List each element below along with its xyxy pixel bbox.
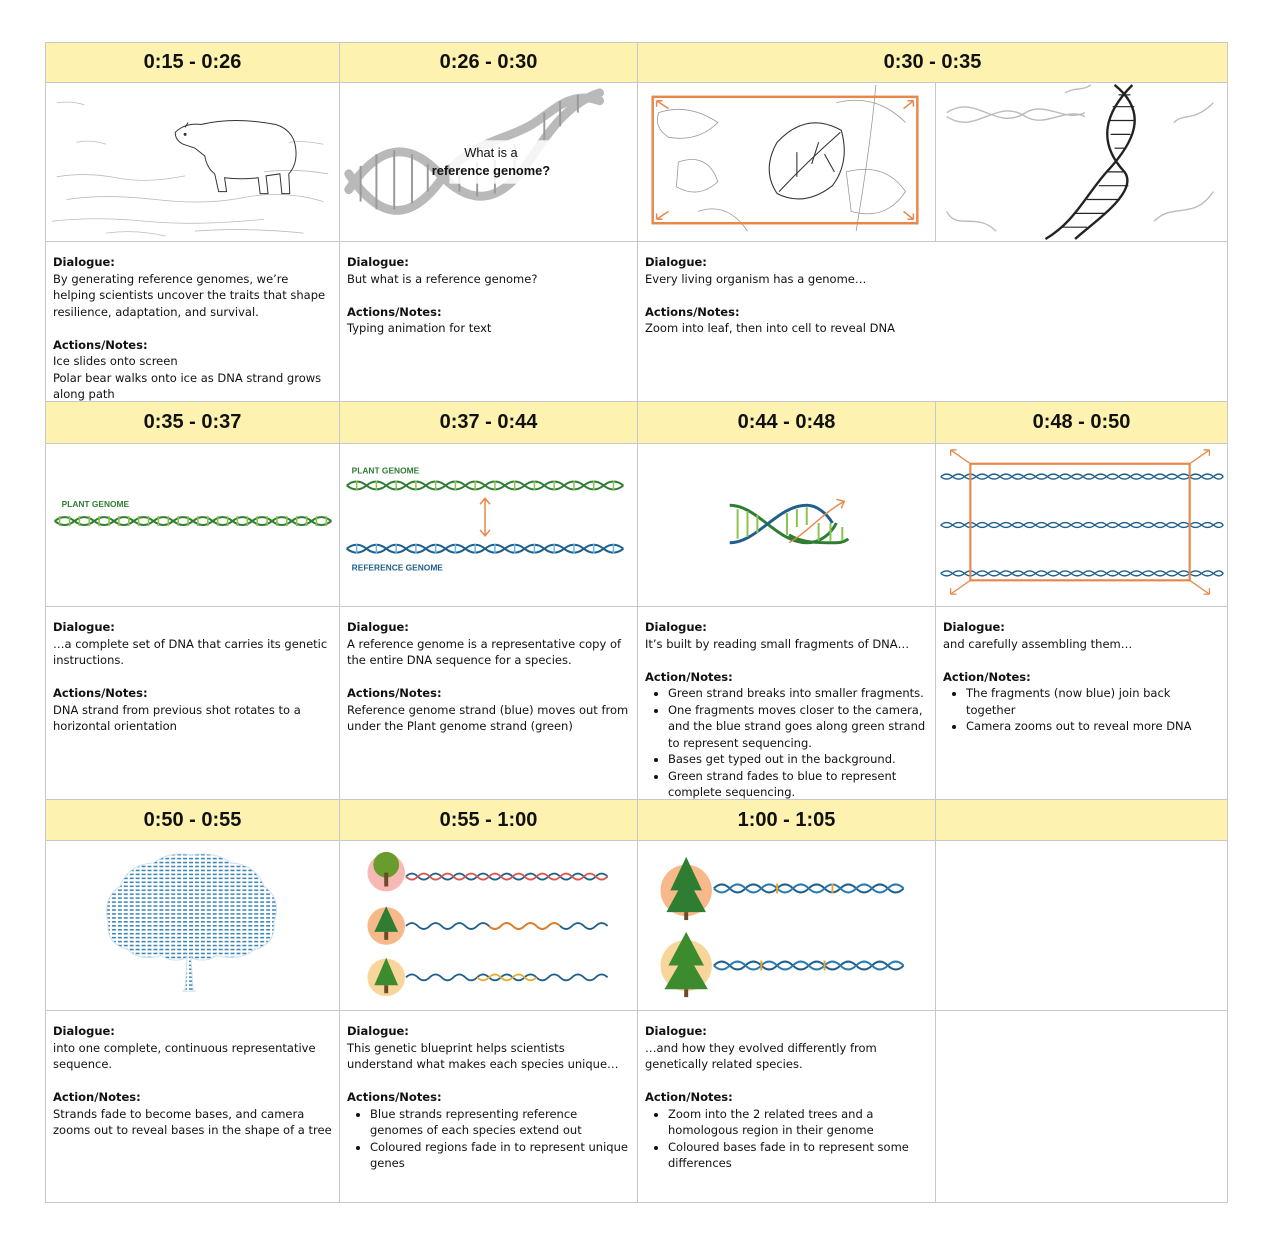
shot-9-notes (339, 1010, 638, 1203)
shot-1-notes-label: Actions/Notes: (53, 337, 148, 352)
shot-4-frame (45, 443, 340, 607)
shot-10-notes-label: Action/Notes: (645, 1090, 733, 1104)
polar-bear-on-ice-illustration (46, 83, 339, 241)
shot-1-note-1: Ice slides onto screen (53, 354, 178, 368)
black-dna-helix-illustration (936, 83, 1227, 241)
plant-genome-label: PLANT GENOME (351, 465, 420, 476)
empty-frame-cell (935, 840, 1228, 1011)
shot-1-frame (45, 82, 340, 242)
shot-2-note-1: Typing animation for text (347, 321, 492, 335)
shot-8-frame (45, 840, 340, 1011)
shot-1-time-label: 0:15 - 0:26 (143, 51, 242, 73)
shot-10-time-label: 1:00 - 1:05 (737, 808, 836, 831)
shot-7-frame (935, 443, 1228, 607)
shot-8-note-1: Strands fade to become bases, and camera zooms out to reveal bases in the shape of a tree (53, 1106, 332, 1137)
shot-4-note-1: DNA strand from previous shot rotates to a horizontal orientation (53, 702, 301, 733)
shot-1-dialogue-label: Dialogue: (53, 255, 115, 269)
shot-2-notes (339, 241, 638, 402)
shot-6-dialogue: It’s built by reading small fragments of DNA… (645, 636, 910, 651)
shot-7-time (935, 401, 1228, 444)
shot-1-dialogue: By generating reference genomes, we’re helping scientists uncover the traits that shape resilience, adaptation, and survival. (53, 271, 326, 319)
shot-2-notes-label: Actions/Notes: (347, 304, 442, 319)
shot-2-dialogue-label: Dialogue: (347, 255, 409, 269)
shot-5-notes-label: Actions/Notes: (347, 686, 442, 700)
empty-header-cell (935, 799, 1228, 841)
shot-10-note-1: • Zoom into the 2 related trees and a homologous region in their genome (668, 1106, 928, 1139)
shot-3b-frame (935, 82, 1228, 242)
shot-3-dialogue: Every living organism has a genome… (645, 271, 867, 286)
assembled-strands-zoom-illustration (936, 444, 1227, 606)
plant-and-reference-strands-illustration (340, 444, 637, 606)
shot-10-time (637, 799, 936, 841)
shot-7-notes-label: Action/Notes: (943, 669, 1031, 684)
shot-2-time-label: 0:26 - 0:30 (439, 51, 538, 73)
two-related-trees-illustration (638, 841, 935, 1010)
empty-notes-cell (935, 1010, 1228, 1203)
shot-6-dialogue-label: Dialogue: (645, 620, 707, 634)
plant-genome-strand-illustration (46, 444, 339, 606)
reference-genome-label: REFERENCE GENOME (351, 562, 443, 573)
shot-8-dialogue-label: Dialogue: (53, 1024, 115, 1038)
shot-8-notes (45, 1010, 340, 1203)
shot-3a-frame (637, 82, 936, 242)
shot-6-note-4: • Green strand fades to blue to represent complete sequencing. (668, 768, 928, 801)
shot-8-dialogue: into one complete, continuous representative sequence. (53, 1040, 316, 1071)
shot-1-notes (45, 241, 340, 402)
shot-3-time-label: 0:30 - 0:35 (883, 51, 982, 73)
shot-2-time (339, 42, 638, 83)
shot-9-time-label: 0:55 - 1:00 (439, 808, 538, 831)
shot-4-notes-label: Actions/Notes: (53, 686, 148, 700)
shot-2-frame (339, 82, 638, 242)
shot-3-dialogue-label: Dialogue: (645, 255, 707, 269)
shot-10-notes (637, 1010, 936, 1203)
shot-6-note-2: • One fragments moves closer to the camera, and the blue strand goes along green strand to represent sequencing. (668, 702, 928, 752)
question-line-1: What is a (464, 145, 518, 161)
shot-10-frame (637, 840, 936, 1011)
shot-4-time-label: 0:35 - 0:37 (143, 411, 242, 433)
shot-6-notes (637, 606, 936, 800)
shot-10-dialogue-label: Dialogue: (645, 1024, 707, 1038)
shot-9-notes-label: Actions/Notes: (347, 1090, 442, 1104)
shot-9-frame (339, 840, 638, 1011)
shot-7-notes (935, 606, 1228, 800)
leaf-zoom-illustration (638, 83, 935, 241)
shot-5-note-1: Reference genome strand (blue) moves out from under the Plant genome strand (green) (347, 702, 629, 733)
shot-6-time (637, 401, 936, 444)
shot-9-note-1: • Blue strands representing reference genomes of each species extend out (370, 1106, 630, 1139)
shot-7-note-2: • Camera zooms out to reveal more DNA (966, 718, 1220, 735)
shot-7-note-1: • The fragments (now blue) join back together (966, 685, 1220, 718)
shot-10-dialogue: …and how they evolved differently from genetically related species. (645, 1040, 877, 1071)
shot-4-notes (45, 606, 340, 800)
shot-6-note-1: • Green strand breaks into smaller fragments. (668, 685, 928, 702)
shot-9-note-2: • Coloured regions fade in to represent unique genes (370, 1139, 630, 1172)
double-arrow-icon (480, 498, 490, 536)
shot-1-note-2: Polar bear walks onto ice as DNA strand grows along path (53, 370, 322, 401)
shot-10-note-2: • Coloured bases fade in to represent some differences (668, 1139, 928, 1172)
shot-4-dialogue: …a complete set of DNA that carries its genetic instructions. (53, 636, 328, 667)
shot-6-time-label: 0:44 - 0:48 (737, 411, 836, 433)
shot-6-notes-label: Action/Notes: (645, 669, 733, 684)
shot-6-note-3: • Bases get typed out in the background. (668, 751, 928, 768)
shot-8-notes-label: Action/Notes: (53, 1090, 141, 1104)
shot-4-time (45, 401, 340, 444)
shot-9-time (339, 799, 638, 841)
shot-3-time (637, 42, 1228, 83)
shot-5-notes (339, 606, 638, 800)
dna-fragment-sequencing-illustration (638, 444, 935, 606)
shot-4-dialogue-label: Dialogue: (53, 620, 115, 634)
shot-5-time-label: 0:37 - 0:44 (439, 411, 538, 433)
shot-10-notes-list (645, 1106, 928, 1172)
plant-genome-label: PLANT GENOME (61, 499, 130, 510)
shot-9-notes-list (347, 1106, 630, 1172)
shot-3-note-1: Zoom into leaf, then into cell to reveal DNA (645, 321, 895, 335)
shot-8-time (45, 799, 340, 841)
shot-9-dialogue-label: Dialogue: (347, 1024, 409, 1038)
shot-2-dialogue: But what is a reference genome? (347, 271, 538, 286)
shot-7-time-label: 0:48 - 0:50 (1032, 411, 1131, 433)
shot-6-notes-list (645, 685, 928, 801)
shot-1-time (45, 42, 340, 83)
green-dna-strand (55, 516, 332, 526)
shot-5-frame (339, 443, 638, 607)
shot-5-dialogue-label: Dialogue: (347, 620, 409, 634)
shot-7-dialogue: and carefully assembling them… (943, 636, 1133, 651)
shot-9-dialogue: This genetic blueprint helps scientists understand what makes each species unique… (347, 1040, 619, 1071)
three-species-genomes-illustration (340, 841, 637, 1010)
shot-5-dialogue: A reference genome is a representative copy of the entire DNA sequence for a species. (347, 636, 622, 667)
question-line-2: reference genome? (431, 162, 551, 178)
storyboard-table (45, 42, 1228, 1203)
gray-dna-with-question-illustration (340, 83, 637, 241)
shot-5-time (339, 401, 638, 444)
shot-3-notes (637, 241, 1228, 402)
shot-6-frame (637, 443, 936, 607)
shot-7-notes-list (943, 685, 1220, 735)
shot-3-notes-label: Actions/Notes: (645, 304, 740, 319)
tree-made-of-bases-illustration (46, 841, 339, 1010)
shot-8-time-label: 0:50 - 0:55 (143, 808, 242, 831)
shot-7-dialogue-label: Dialogue: (943, 620, 1005, 634)
